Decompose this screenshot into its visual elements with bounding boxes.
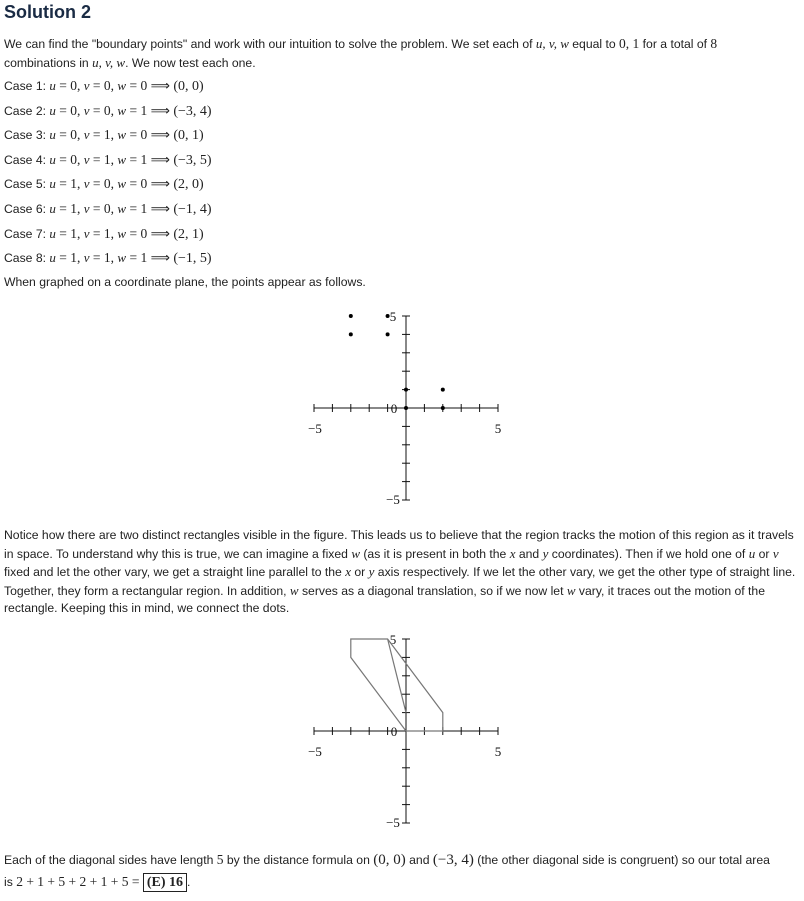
notice-text-7: or <box>351 565 369 579</box>
case-w-value: 1 <box>140 102 148 118</box>
notice-math-w-3: w <box>566 582 576 598</box>
y-tick-label-pos: 5 <box>389 309 397 324</box>
case-u-value: 0 <box>70 127 78 143</box>
x-tick-label-neg: −5 <box>308 744 322 759</box>
intro-text-1: We can find the "boundary points" and work with our intuition to solve the problem. We set each of <box>4 37 536 51</box>
conclusion-math-sum: 2 + 1 + 5 + 2 + 1 + 5 = <box>16 874 143 889</box>
graph-intro-text: When graphed on a coordinate plane, the points appear as follows. <box>4 275 366 289</box>
conclusion-text-6: . <box>187 875 191 889</box>
notice-math-x: x <box>509 545 516 561</box>
y-tick-label-neg: −5 <box>386 815 400 830</box>
case-row: Case 6: u = 1, v = 0, w = 1 ⟹ (−1, 4) <box>4 201 212 217</box>
conclusion-text-4: (the other diagonal side is congruent) so our total area <box>473 853 770 867</box>
conclusion-text-2: by the distance formula on <box>223 853 374 867</box>
case-w-value: 0 <box>140 176 148 192</box>
data-point <box>386 332 390 336</box>
data-point <box>441 388 445 392</box>
notice-math-v: v <box>772 545 779 561</box>
conclusion-math-length: 5 <box>216 852 224 867</box>
notice-math-w: w <box>351 545 360 561</box>
y-tick-label-pos: 5 <box>389 632 397 647</box>
case-point: (0, 0) <box>173 79 204 94</box>
intro-text-4: combinations in <box>4 55 93 70</box>
intro-math-values: 0, 1 <box>619 36 640 51</box>
y-tick-label-neg: −5 <box>386 492 400 507</box>
case-label: Case 3: <box>4 128 50 143</box>
case-w-value: 1 <box>140 151 148 167</box>
case-row: Case 5: u = 1, v = 0, w = 0 ⟹ (2, 0) <box>4 176 204 193</box>
case-point: (−1, 5) <box>173 251 212 267</box>
conclusion-text-1: Each of the diagonal sides have length <box>4 853 217 867</box>
scatter-figure <box>290 300 520 525</box>
case-w-value: 0 <box>140 78 148 93</box>
data-point <box>386 314 390 318</box>
notice-math-u: u <box>748 545 756 561</box>
case-row: Case 8: u = 1, v = 1, w = 1 ⟹ (−1, 5) <box>4 250 212 267</box>
case-u-value: 0 <box>70 151 78 167</box>
region-figure <box>290 623 520 848</box>
case-row: Case 1: u = 0, v = 0, w = 0 ⟹ (0, 0) <box>4 78 204 94</box>
case-u-value: 1 <box>70 176 78 192</box>
case-v-value: 0 <box>103 78 111 93</box>
case-w-value: 1 <box>140 250 148 266</box>
answer-box <box>143 873 187 892</box>
section-heading: Solution 2 <box>4 2 91 22</box>
data-point <box>404 388 408 392</box>
region-outline <box>351 639 443 731</box>
case-label: Case 6: <box>4 202 50 216</box>
origin-label: 0 <box>390 401 398 416</box>
case-point: (2, 0) <box>173 177 204 193</box>
case-v-value: 1 <box>103 127 111 143</box>
case-label: Case 5: <box>4 177 50 192</box>
case-w-value: 1 <box>140 201 148 216</box>
case-point: (0, 1) <box>173 128 204 144</box>
data-point <box>404 406 408 410</box>
notice-math-y: y <box>542 545 549 561</box>
case-row: Case 7: u = 1, v = 1, w = 0 ⟹ (2, 1) <box>4 225 204 242</box>
conclusion-math-point-b: (−3, 4) <box>432 852 474 868</box>
notice-text-5: or <box>755 546 773 561</box>
case-label: Case 4: <box>4 152 50 167</box>
case-row: Case 3: u = 0, v = 1, w = 0 ⟹ (0, 1) <box>4 127 204 144</box>
notice-math-x-2: x <box>345 564 352 579</box>
data-point <box>441 406 445 410</box>
notice-math-y-2: y <box>368 564 375 579</box>
case-point: (−3, 4) <box>173 103 212 119</box>
notice-text-3: and <box>515 546 543 561</box>
case-u-value: 0 <box>70 78 78 93</box>
data-point <box>349 332 353 336</box>
intro-paragraph <box>4 35 800 72</box>
notice-math-w-2: w <box>289 582 299 598</box>
case-v-value: 0 <box>103 176 111 192</box>
case-point: (2, 1) <box>173 226 204 242</box>
intro-math-uvw: u, v, w <box>535 36 569 51</box>
case-label: Case 8: <box>4 251 50 266</box>
notice-text-9: serves as a diagonal translation, so if we now let <box>298 583 567 598</box>
intro-math-count: 8 <box>710 36 718 51</box>
case-u-value: 1 <box>70 250 78 266</box>
data-point <box>349 314 353 318</box>
notice-text-6: fixed and let the other vary, we get a straight line parallel to the <box>4 565 346 579</box>
case-v-value: 0 <box>103 102 111 118</box>
notice-text-4: coordinates). Then if we hold one of <box>548 546 749 561</box>
case-row: Case 4: u = 0, v = 1, w = 1 ⟹ (−3, 5) <box>4 151 212 168</box>
case-label: Case 2: <box>4 103 50 118</box>
case-point: (−1, 4) <box>173 202 212 217</box>
notice-paragraph <box>4 527 800 618</box>
case-v-value: 1 <box>103 151 111 167</box>
notice-text-1: Notice how there are two distinct rectangles visible in the figure. This leads us to believe that the region tracks the motion of this region as it travels in space. To understand why this is true, we can imagine a fixed <box>4 528 794 561</box>
conclusion-math-point-a: (0, 0) <box>373 852 406 868</box>
x-tick-label-neg: −5 <box>308 421 322 436</box>
case-point: (−3, 5) <box>173 152 212 168</box>
x-tick-label-pos: 5 <box>494 421 502 436</box>
intro-text-2: equal to <box>568 37 620 51</box>
intro-text-3: for a total of <box>639 37 711 51</box>
x-tick-label-pos: 5 <box>494 744 502 759</box>
notice-text-2: (as it is present in both the <box>359 546 510 561</box>
case-row: Case 2: u = 0, v = 0, w = 1 ⟹ (−3, 4) <box>4 102 212 119</box>
conclusion-paragraph <box>4 849 800 893</box>
case-u-value: 0 <box>70 102 78 118</box>
case-u-value: 1 <box>70 225 78 241</box>
notice-text-8: axis respectively. If we let the other vary, we get the other type of straight line. Together, they form a rectangular region. In addition, <box>4 565 796 598</box>
case-u-value: 1 <box>70 201 78 216</box>
case-label: Case 1: <box>4 79 50 93</box>
notice-text-10: vary, it traces out the motion of the rectangle. Keeping this in mind, we connect the dots. <box>4 583 765 615</box>
intro-text-5: . We now test each one. <box>125 55 256 70</box>
origin-label: 0 <box>390 724 398 739</box>
case-v-value: 1 <box>103 225 111 241</box>
case-w-value: 0 <box>140 225 148 241</box>
case-label: Case 7: <box>4 226 50 241</box>
conclusion-text-5: is <box>4 875 17 889</box>
answer-text: (E) 16 <box>146 875 184 890</box>
conclusion-text-3: and <box>405 853 433 867</box>
case-v-value: 1 <box>103 250 111 266</box>
case-w-value: 0 <box>140 127 148 143</box>
case-v-value: 0 <box>103 201 111 216</box>
intro-math-uvw-2: u, v, w <box>92 54 126 70</box>
